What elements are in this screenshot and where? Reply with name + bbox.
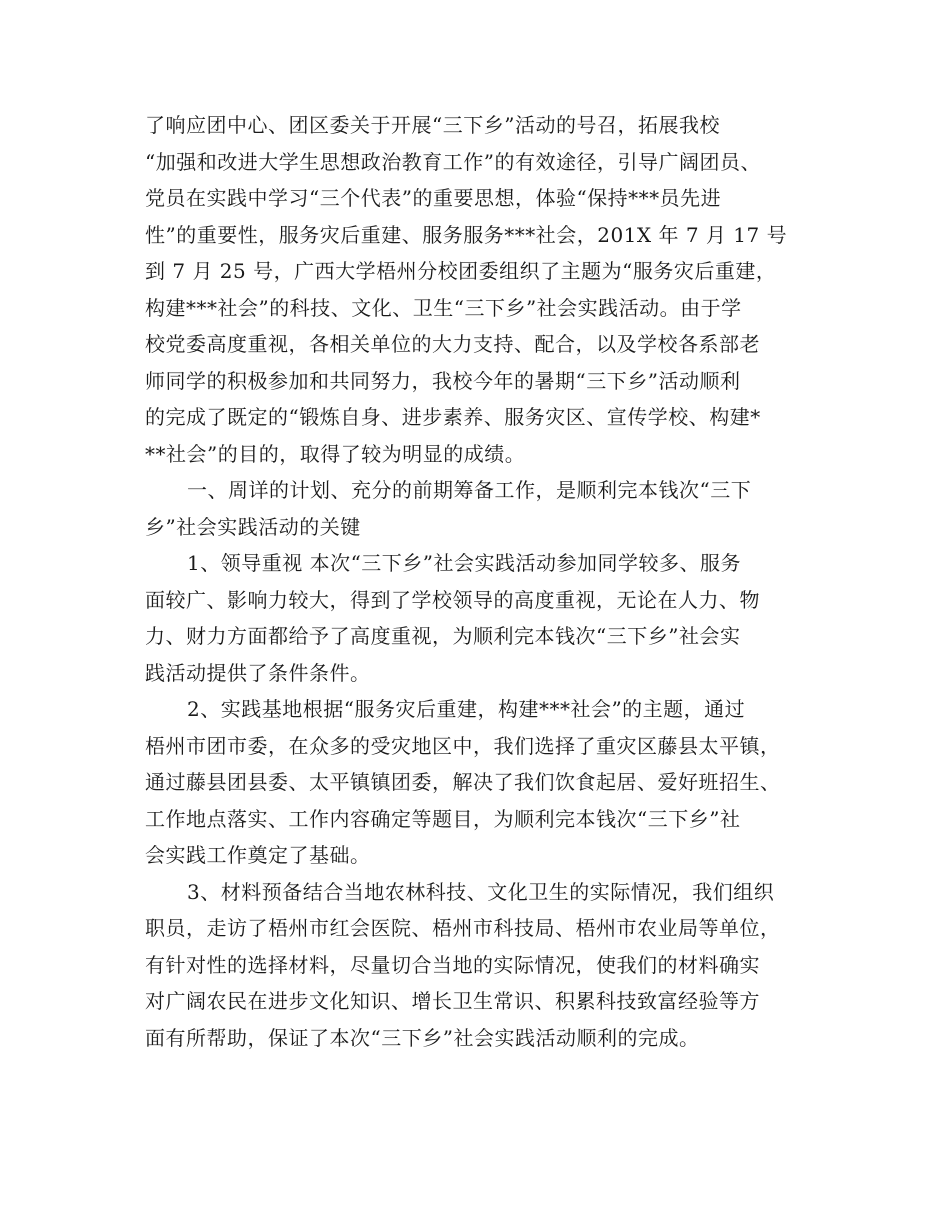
text-line: 2、实践基地根据“服务灾后重建，构建***社会”的主题，通过 [187,697,746,721]
text-line: “加强和改进大学生思想政治教育工作”的有效途径，引导广阔团员、 [145,149,761,174]
text-line: 一、周详的计划、充分的前期筹备工作，是顺利完本钱次“三下 [187,478,752,502]
text-line: 师同学的积极参加和共同努力，我校今年的暑期“三下乡”活动顺利 [145,368,741,393]
text-line: 工作地点落实、工作内容确定等题目，为顺利完本钱次“三下乡”社 [145,806,741,831]
text-line: 了响应团中心、团区委关于开展“三下乡”活动的号召，拓展我校 [145,113,720,137]
text-line: 校党委高度重视，各相关单位的大力支持、配合，以及学校各系部老 [145,332,760,356]
text-line: 到 7 月 25 号，广西大学梧州分校团委组织了主题为“服务灾后重建， [145,259,777,283]
text-line: 有针对性的选择材料，尽量切合当地的实际情况，使我们的材料确实 [145,952,760,977]
text-line: 职员，走访了梧州市红会医院、梧州市科技局、梧州市农业局等单位， [145,916,781,940]
text-line: 面有所帮助，保证了本次“三下乡”社会实践活动顺利的完成。 [145,1025,700,1050]
text-line: 3、材料预备结合当地农林科技、文化卫生的实际情况，我们组织 [187,879,775,904]
text-line: 面较广、影响力较大，得到了学校领导的高度重视，无论在人力、物 [145,587,760,612]
text-line: 会实践工作奠定了基础。 [145,843,371,867]
document-body [145,107,805,1056]
text-line: 党员在实践中学习“三个代表”的重要思想，体验“保持***员先进 [145,186,722,210]
text-line: 构建***社会”的科技、文化、卫生“三下乡”社会实践活动。由于学 [145,295,742,320]
text-line: 乡”社会实践活动的关键 [145,514,361,539]
text-line: 践活动提供了条件条件。 [145,660,371,685]
text-line: 梧州市团市委，在众多的受灾地区中，我们选择了重灾区藤县太平镇， [145,733,781,758]
text-line: 对广阔农民在进步文化知识、增长卫生常识、积累科技致富经验等方 [145,989,760,1013]
text-line: 性”的重要性，服务灾后重建、服务服务***社会，201X 年 7 月 17 号 [145,222,788,247]
text-line: 力、财力方面都给予了高度重视，为顺利完本钱次“三下乡”社会实 [145,624,741,648]
text-line: **社会”的目的，取得了较为明显的成绩。 [145,441,526,466]
text-line: 通过藤县团县委、太平镇镇团委，解决了我们饮食起居、爱好班招生、 [145,770,781,794]
text-line: 的完成了既定的“锻炼自身、进步素养、服务灾区、宣传学校、构建* [145,405,761,429]
text-line: 1、领导重视 本次“三下乡”社会实践活动参加同学较多、服务 [187,551,742,575]
